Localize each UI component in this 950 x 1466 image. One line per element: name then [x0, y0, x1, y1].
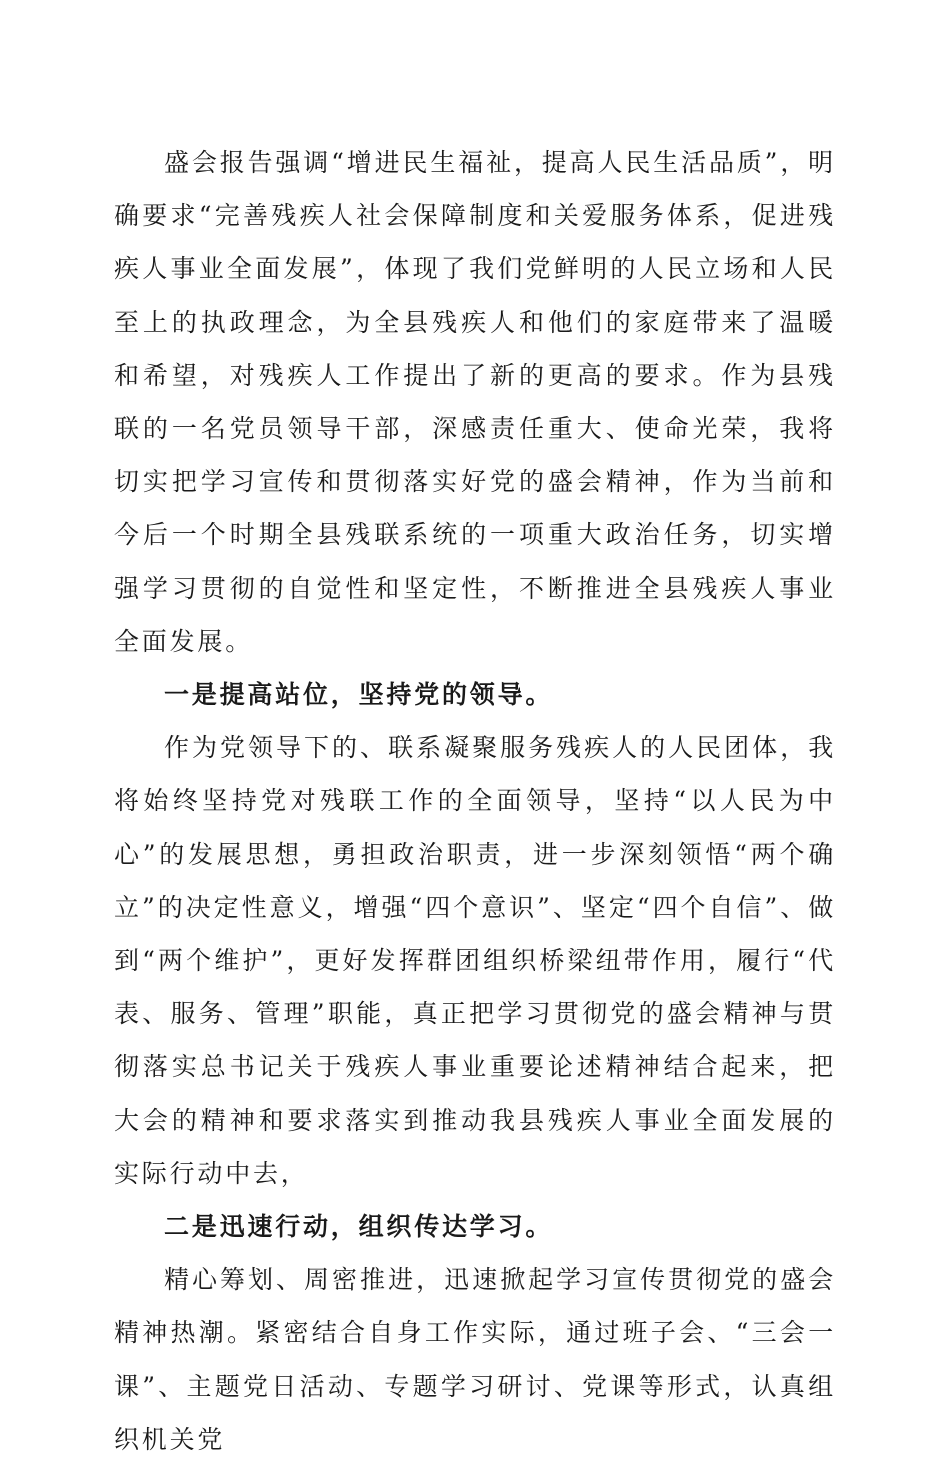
section-heading-one: 一是提高站位，坚持党的领导。 [164, 680, 554, 710]
document-body [114, 136, 836, 1466]
section-heading-two: 二是迅速行动，组织传达学习。 [164, 1212, 554, 1242]
paragraph-intro: 盛会报告强调“增进民生福祉，提高人民生活品质”，明确要求“完善残疾人社会保障制度和关爱服务体系，促进残疾人事业全面发展”，体现了我们党鲜明的人民立场和人民至上的执政理念，为全县残疾人和他们的家庭带来了温暖和希望，对残疾人工作提出了新的更高的要求。作为县残联的一名党员领导干部，深感责任重大、使命光荣，我将切实把学习宣传和贯彻落实好党的盛会精神，作为当前和今后一个时期全县残联系统的一项重大政治任务，切实增强学习贯彻的自觉性和坚定性，不断推进全县残疾人事业全面发展。 [114, 148, 836, 656]
paragraph-section-one: 作为党领导下的、联系凝聚服务残疾人的人民团体，我将始终坚持党对残联工作的全面领导，坚持“以人民为中心”的发展思想，勇担政治职责，进一步深刻领悟“两个确立”的决定性意义，增强“四个意识”、坚定“四个自信”、做到“两个维护”，更好发挥群团组织桥梁纽带作用，履行“代表、服务、管理”职能，真正把学习贯彻党的盛会精神与贯彻落实总书记关于残疾人事业重要论述精神结合起来，把大会的精神和要求落实到推动我县残疾人事业全面发展的实际行动中去， [114, 733, 836, 1188]
paragraph-section-two: 精心筹划、周密推进，迅速掀起学习宣传贯彻党的盛会精神热潮。紧密结合自身工作实际，通过班子会、“三会一课”、主题党日活动、专题学习研讨、党课等形式，认真组织机关党 [114, 1265, 836, 1454]
